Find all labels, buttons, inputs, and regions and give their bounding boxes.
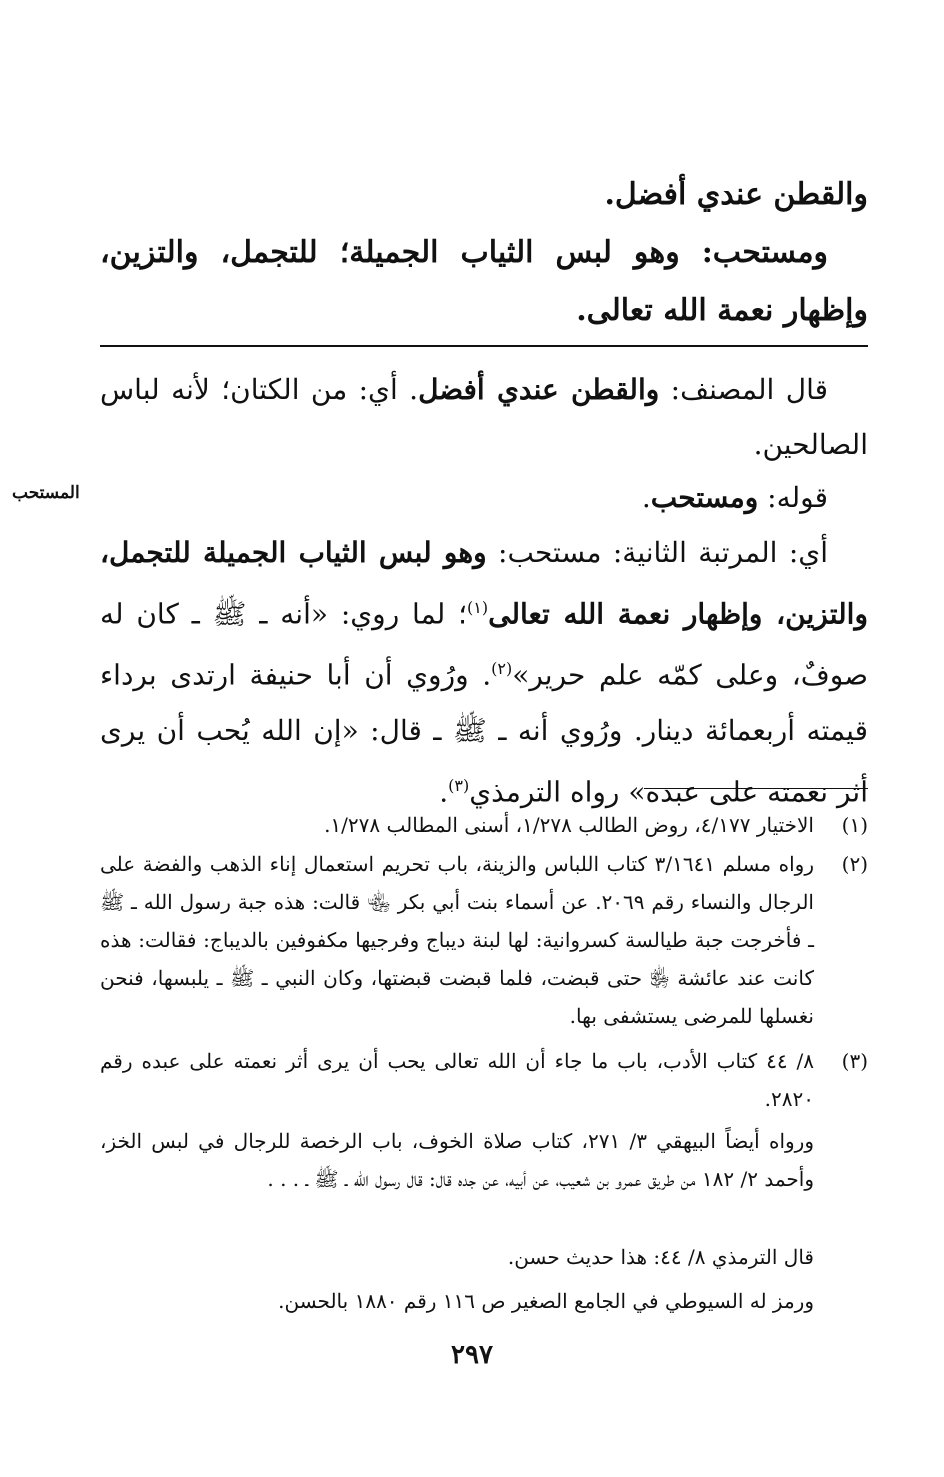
footnote-1	[100, 806, 868, 844]
sharh-paragraph-1	[100, 362, 868, 472]
footnote-text: ٨/ ٤٤ كتاب الأدب، باب ما جاء أن الله تعالى يحب أن يرى أثر نعمته على عبده رقم ٢٨٢٠.	[100, 1049, 814, 1111]
sharh-p3-mid: ؛ لما روي: «أنه ـ ﷺ ـ كان له صوفٌ، وعلى كمّه علم حرير»	[100, 597, 868, 692]
sharh-paragraph-3	[100, 525, 868, 819]
sharh-p1-rest: . أي: من الكتان؛ لأنه لباس الصالحين.	[100, 373, 868, 461]
margin-heading: المستحب	[12, 483, 80, 503]
footnote-divider	[644, 788, 868, 789]
page-number: ٢٩٧	[451, 1340, 493, 1370]
footnote-3	[100, 1042, 868, 1118]
footnote-text: رواه مسلم ٣/١٦٤١ كتاب اللباس والزينة، باب تحريم استعمال إناء الذهب والفضة على الرجال والنساء رقم ٢٠٦٩. عن أسماء بنت أبي بكر ﵄ قالت: هذه جبة رسول الله ـ ﷺ ـ فأخرجت جبة طيالسة كسروانية: لها لبنة ديباج وفرجيها مكفوفين بالديباج: فقالت: هذه كانت عند عائشة ﵂ حتى قبضت، فلما قبضت قبضتها، وكان النبي ـ ﷺ ـ يلبسها، فنحن نغسلها للمرضى يستشفى بها.	[100, 852, 814, 1028]
footnote-ref-1[interactable]: (١)	[467, 598, 489, 617]
footnote-3-extra-3: ورمز له السيوطي في الجامع الصغير ص ١١٦ رقم ١٨٨٠ بالحسن.	[278, 1289, 814, 1313]
footnote-text: الاختيار ٤/١٧٧، روض الطالب ١/٢٧٨، أسنى المطالب ١/٢٧٨.	[324, 813, 814, 837]
sharh-p3-mid2: . ورُوي أن أبا حنيفة ارتدى برداء قيمته أربعمائة دينار. ورُوي أنه ـ ﷺ ـ قال: «إن الله يُحب أن يرى أثر نعمته على عبده» رواه الترمذي	[100, 658, 868, 808]
sharh-p1-quote: والقطن عندي أفضل	[418, 373, 660, 406]
footnote-number: (٣)	[841, 1049, 868, 1073]
sharh-p1-intro: قال المصنف:	[659, 373, 828, 406]
footnote-number: (٢)	[841, 852, 868, 876]
footnote-3-extra-2: قال الترمذي ٨/ ٤٤: هذا حديث حسن.	[507, 1245, 814, 1269]
main-divider	[100, 345, 868, 347]
footnote-ref-3[interactable]: (٣)	[448, 775, 470, 795]
footnote-number: (١)	[841, 813, 868, 837]
sharh-p3-intro: أي: المرتبة الثانية: مستحب:	[486, 536, 829, 569]
footnote-3-extra-1: ورواه أيضاً البيهقي ٣/ ٢٧١، كتاب صلاة الخوف، باب الرخصة للرجال في لبس الخز، وأحمد ٢/ ١٨٢ من طريق عمرو بن شعيب، عن أبيه، عن جده قال: قال رسول الله ـ ﷺ ـ . . .	[100, 1129, 814, 1191]
sharh-p2-quote: ومستحب	[650, 481, 759, 514]
footnote-ref-2[interactable]: (٢)	[491, 659, 513, 679]
sharh-p2-end: .	[641, 481, 651, 514]
sharh-p2-intro: قوله:	[758, 481, 828, 514]
matn-paragraph-2: ومستحب: وهو لبس الثياب الجميلة؛ للتجمل، والتزين، وإظهار نعمة الله تعالى.	[100, 235, 868, 328]
footnote-2	[100, 845, 868, 1035]
sharh-paragraph-2	[100, 470, 868, 525]
sharh-p3-end: .	[439, 774, 449, 808]
sharh-p3-quote: وهو لبس الثياب الجميلة للتجمل، والتزين، وإظهار نعمة الله تعالى	[100, 536, 868, 631]
matn-line-1: والقطن عندي أفضل.	[604, 177, 868, 212]
